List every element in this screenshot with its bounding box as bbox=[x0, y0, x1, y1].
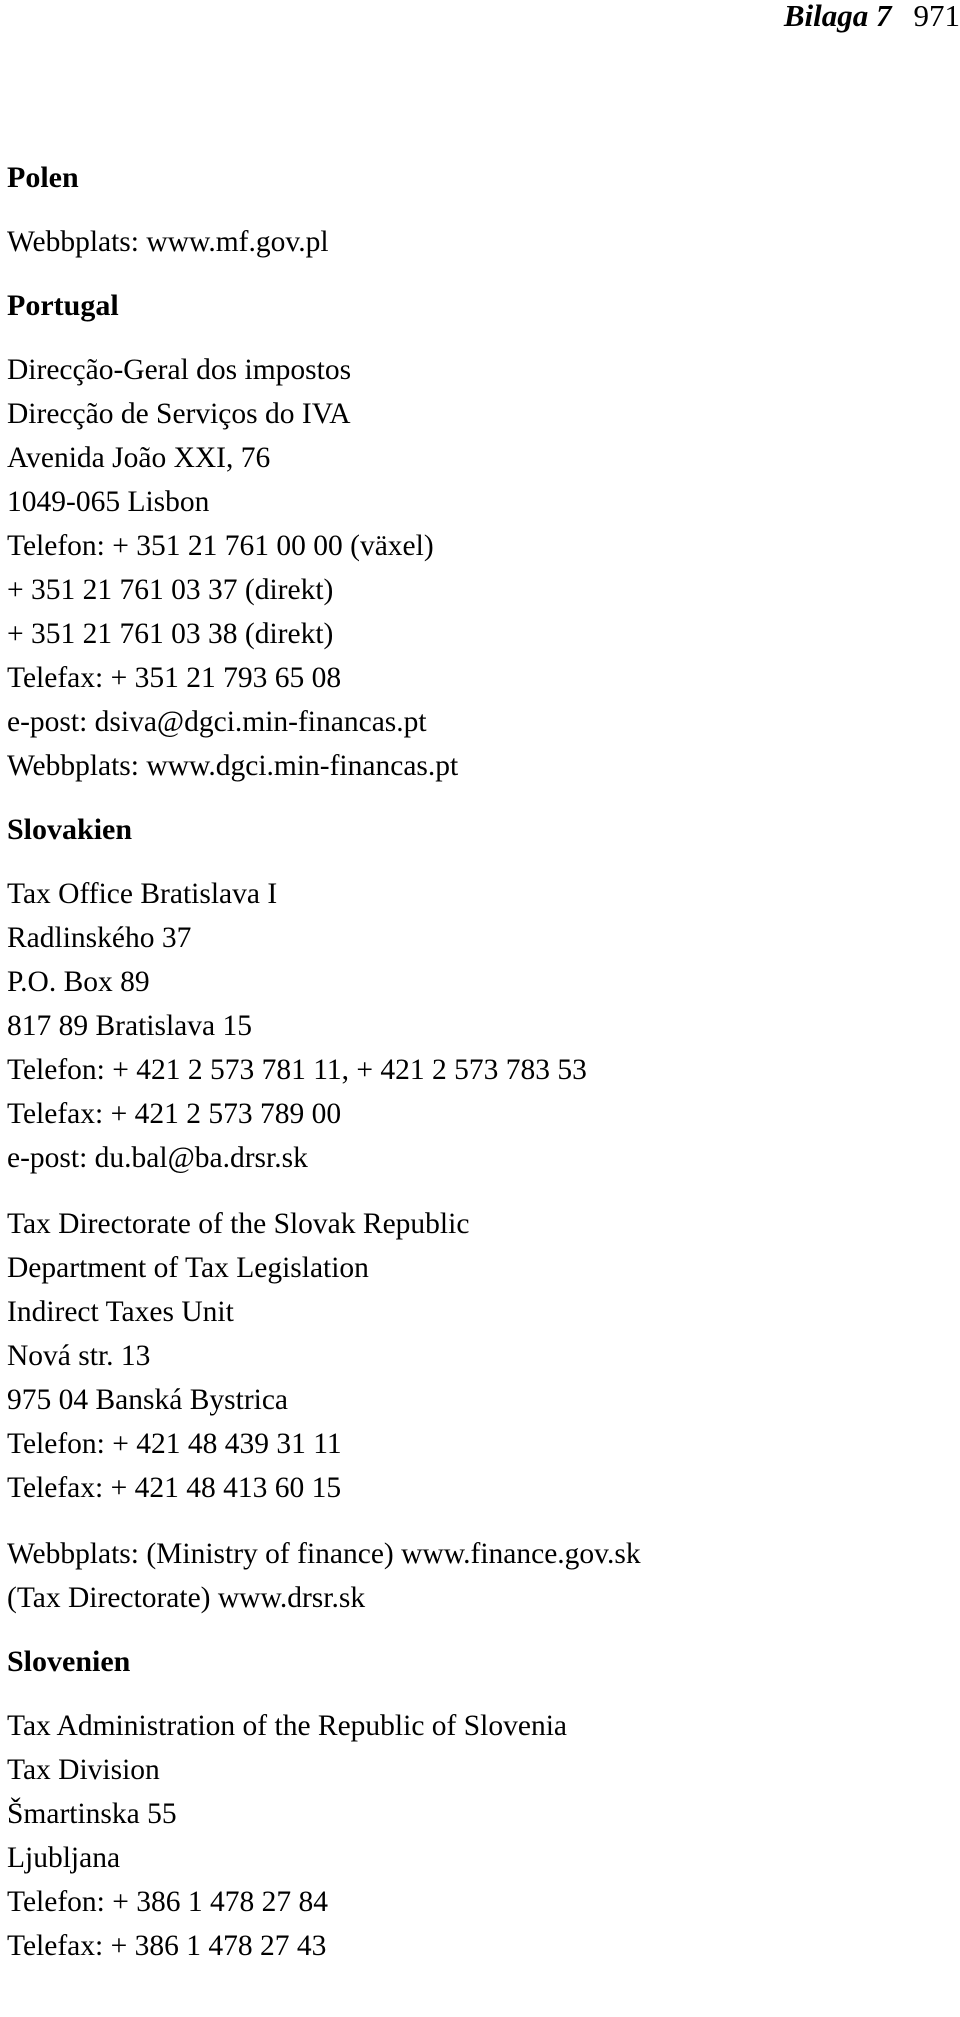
portugal-email: e-post: dsiva@dgci.min-financas.pt bbox=[7, 706, 427, 738]
slovenien-line: Tax Division bbox=[7, 1754, 160, 1786]
slovakien-line: 975 04 Banská Bystrica bbox=[7, 1384, 289, 1416]
portugal-line: Direcção de Serviços do IVA bbox=[7, 398, 351, 430]
slovakien-fax: Telefax: + 421 2 573 789 00 bbox=[7, 1098, 342, 1130]
slovenien-fax: Telefax: + 386 1 478 27 43 bbox=[7, 1930, 327, 1962]
slovakien-line: 817 89 Bratislava 15 bbox=[7, 1010, 252, 1042]
slovakien-phone: Telefon: + 421 2 573 781 11, + 421 2 573 783 53 bbox=[7, 1054, 587, 1086]
portugal-line: 1049-065 Lisbon bbox=[7, 486, 210, 518]
portugal-fax: Telefax: + 351 21 793 65 08 bbox=[7, 662, 342, 694]
slovakien-line: Indirect Taxes Unit bbox=[7, 1296, 234, 1328]
section-title-polen: Polen bbox=[7, 161, 79, 194]
polen-website: Webbplats: www.mf.gov.pl bbox=[7, 226, 329, 258]
portugal-phone-switchboard: Telefon: + 351 21 761 00 00 (växel) bbox=[7, 530, 434, 562]
portugal-line: Direcção-Geral dos impostos bbox=[7, 354, 352, 386]
slovakien-fax: Telefax: + 421 48 413 60 15 bbox=[7, 1472, 342, 1504]
section-title-slovakien: Slovakien bbox=[7, 813, 133, 846]
portugal-website: Webbplats: www.dgci.min-financas.pt bbox=[7, 750, 459, 782]
slovenien-line: Ljubljana bbox=[7, 1842, 121, 1874]
slovenien-line: Tax Administration of the Republic of Slovenia bbox=[7, 1710, 567, 1742]
slovakien-line: Nová str. 13 bbox=[7, 1340, 151, 1372]
slovakien-line: Tax Directorate of the Slovak Republic bbox=[7, 1208, 470, 1240]
slovakien-line: Tax Office Bratislava I bbox=[7, 878, 278, 910]
slovakien-website: Webbplats: (Ministry of finance) www.finance.gov.sk bbox=[7, 1538, 641, 1570]
slovenien-phone: Telefon: + 386 1 478 27 84 bbox=[7, 1886, 328, 1918]
slovenien-address-block bbox=[7, 1704, 947, 1968]
slovakien-email: e-post: du.bal@ba.drsr.sk bbox=[7, 1142, 308, 1174]
slovakien-line: Radlinského 37 bbox=[7, 922, 192, 954]
document-body bbox=[7, 156, 947, 1968]
slovakien-website: (Tax Directorate) www.drsr.sk bbox=[7, 1582, 366, 1614]
page-number: 971 bbox=[913, 0, 960, 33]
portugal-line: Avenida João XXI, 76 bbox=[7, 442, 271, 474]
appendix-label: Bilaga 7 bbox=[783, 0, 892, 33]
running-header bbox=[784, 0, 960, 32]
slovakien-phone: Telefon: + 421 48 439 31 11 bbox=[7, 1428, 342, 1460]
portugal-phone-direct: + 351 21 761 03 37 (direkt) bbox=[7, 574, 334, 606]
section-title-portugal: Portugal bbox=[7, 289, 119, 322]
portugal-address-block bbox=[7, 348, 947, 788]
slovakien-line: Department of Tax Legislation bbox=[7, 1252, 369, 1284]
section-title-slovenien: Slovenien bbox=[7, 1645, 131, 1678]
slovakien-tax-directorate bbox=[7, 1202, 947, 1510]
portugal-phone-direct: + 351 21 761 03 38 (direkt) bbox=[7, 618, 334, 650]
slovakien-websites bbox=[7, 1532, 947, 1620]
slovakien-line: P.O. Box 89 bbox=[7, 966, 150, 998]
slovakien-office-bratislava bbox=[7, 872, 947, 1180]
slovenien-line: Šmartinska 55 bbox=[7, 1798, 177, 1830]
